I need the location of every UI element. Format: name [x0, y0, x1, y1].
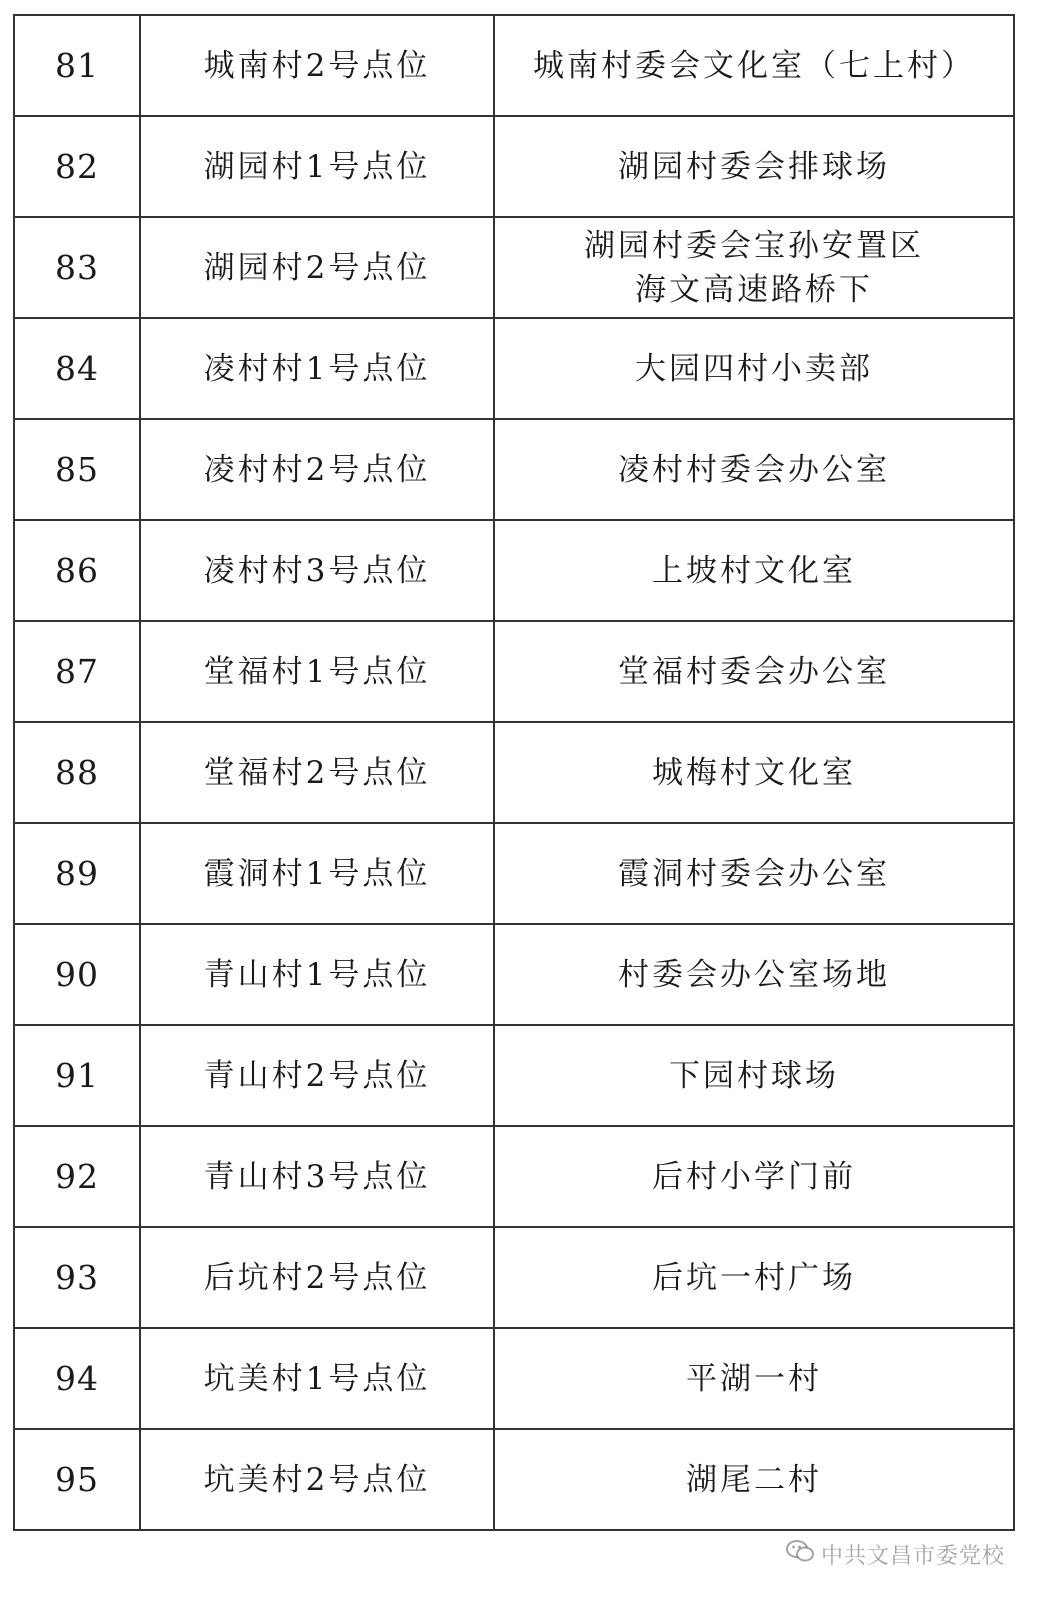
row-number-cell: 86 — [14, 520, 140, 621]
table-row — [14, 1227, 1014, 1328]
row-number-cell: 93 — [14, 1227, 140, 1328]
table-row — [14, 1328, 1014, 1429]
table-row — [14, 924, 1014, 1025]
table-row — [14, 1126, 1014, 1227]
table-row — [14, 1025, 1014, 1126]
location-line: 霞洞村委会办公室 — [618, 855, 890, 892]
location-line: 湖园村委会排球场 — [618, 148, 890, 185]
row-number-cell: 88 — [14, 722, 140, 823]
point-name-cell: 青山村3号点位 — [140, 1126, 494, 1227]
row-number-cell: 94 — [14, 1328, 140, 1429]
watermark — [785, 1538, 1005, 1570]
point-name-cell: 青山村1号点位 — [140, 924, 494, 1025]
location-line: 上坡村文化室 — [652, 552, 856, 589]
location-cell — [494, 520, 1014, 621]
location-line: 大园四村小卖部 — [635, 350, 873, 387]
location-cell — [494, 116, 1014, 217]
location-line: 堂福村委会办公室 — [618, 653, 890, 690]
row-number-cell: 82 — [14, 116, 140, 217]
location-cell — [494, 621, 1014, 722]
location-cell — [494, 15, 1014, 116]
table-row — [14, 318, 1014, 419]
point-name-cell: 坑美村1号点位 — [140, 1328, 494, 1429]
location-cell — [494, 1328, 1014, 1429]
table-row — [14, 116, 1014, 217]
point-name-cell: 湖园村2号点位 — [140, 217, 494, 318]
wechat-icon — [785, 1538, 815, 1570]
location-cell — [494, 924, 1014, 1025]
table-row — [14, 520, 1014, 621]
point-name-cell: 堂福村1号点位 — [140, 621, 494, 722]
location-line: 下园村球场 — [669, 1057, 839, 1094]
row-number-cell: 90 — [14, 924, 140, 1025]
location-cell — [494, 722, 1014, 823]
table-row — [14, 621, 1014, 722]
location-line: 城梅村文化室 — [652, 754, 856, 791]
point-name-cell: 凌村村1号点位 — [140, 318, 494, 419]
point-name-cell: 凌村村3号点位 — [140, 520, 494, 621]
point-name-cell: 后坑村2号点位 — [140, 1227, 494, 1328]
location-cell — [494, 1025, 1014, 1126]
point-name-cell: 凌村村2号点位 — [140, 419, 494, 520]
table-body — [14, 15, 1014, 1530]
point-name-cell: 城南村2号点位 — [140, 15, 494, 116]
row-number-cell: 91 — [14, 1025, 140, 1126]
location-line: 凌村村委会办公室 — [618, 451, 890, 488]
watermark-text: 中共文昌市委党校 — [820, 1543, 1005, 1569]
point-name-cell: 霞洞村1号点位 — [140, 823, 494, 924]
location-cell — [494, 1126, 1014, 1227]
row-number-cell: 89 — [14, 823, 140, 924]
location-line: 后村小学门前 — [652, 1158, 856, 1195]
row-number-cell: 85 — [14, 419, 140, 520]
point-name-cell: 堂福村2号点位 — [140, 722, 494, 823]
location-line: 村委会办公室场地 — [618, 956, 890, 993]
location-line: 海文高速路桥下 — [635, 271, 873, 308]
row-number-cell: 84 — [14, 318, 140, 419]
location-cell — [494, 1429, 1014, 1530]
point-name-cell: 湖园村1号点位 — [140, 116, 494, 217]
location-line: 湖尾二村 — [686, 1461, 822, 1498]
table-row — [14, 1429, 1014, 1530]
row-number-cell: 92 — [14, 1126, 140, 1227]
row-number-cell: 83 — [14, 217, 140, 318]
location-cell — [494, 318, 1014, 419]
points-table-container — [13, 14, 1013, 1531]
location-cell — [494, 419, 1014, 520]
table-row — [14, 722, 1014, 823]
table-row — [14, 15, 1014, 116]
table-row — [14, 419, 1014, 520]
point-name-cell: 坑美村2号点位 — [140, 1429, 494, 1530]
table-row — [14, 217, 1014, 318]
row-number-cell: 87 — [14, 621, 140, 722]
row-number-cell: 81 — [14, 15, 140, 116]
location-cell — [494, 217, 1014, 318]
point-name-cell: 青山村2号点位 — [140, 1025, 494, 1126]
location-line: 湖园村委会宝孙安置区 — [584, 227, 924, 264]
points-table — [13, 14, 1015, 1531]
location-cell — [494, 1227, 1014, 1328]
location-line: 平湖一村 — [686, 1360, 822, 1397]
table-row — [14, 823, 1014, 924]
location-cell — [494, 823, 1014, 924]
location-line: 后坑一村广场 — [652, 1259, 856, 1296]
location-line: 城南村委会文化室（七上村） — [533, 47, 975, 84]
row-number-cell: 95 — [14, 1429, 140, 1530]
